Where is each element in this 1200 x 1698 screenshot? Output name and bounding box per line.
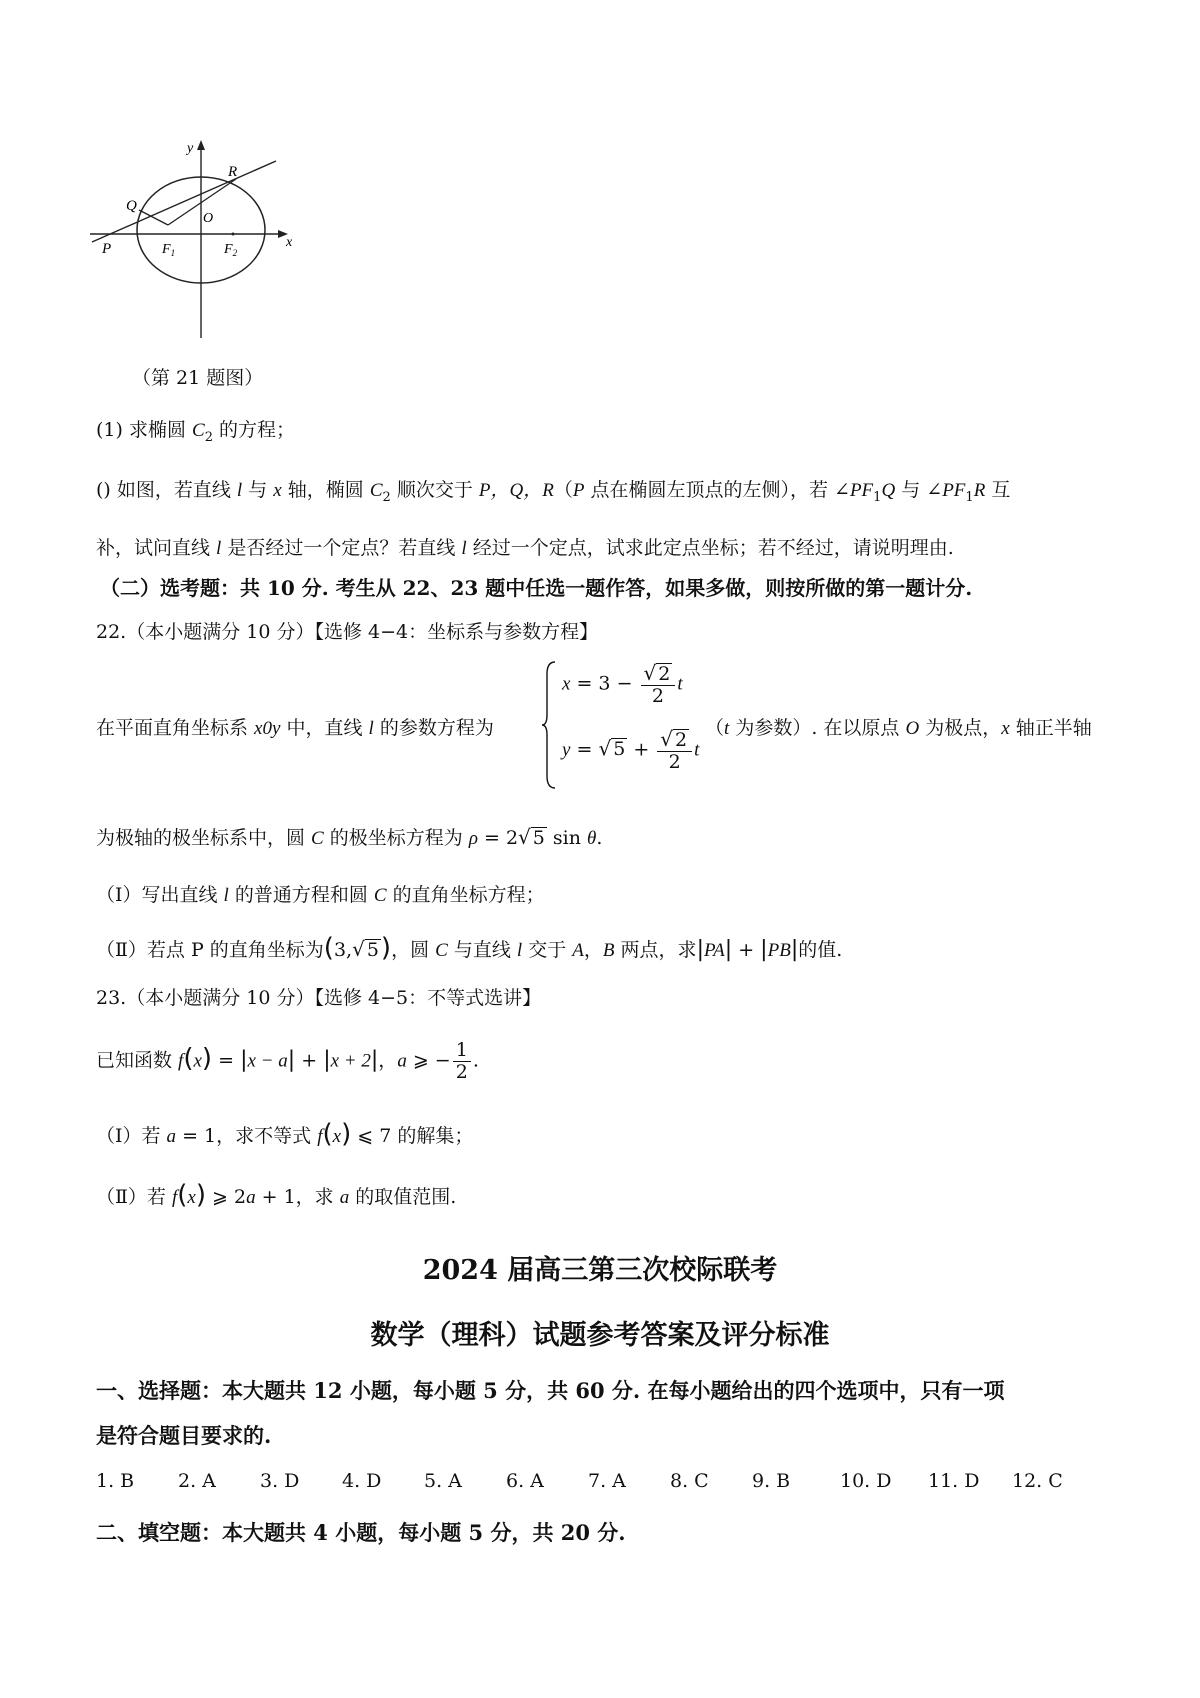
t: x — [562, 673, 571, 695]
t: 是否经过一个定点？若直线 — [221, 537, 462, 559]
answer-item: 1. B — [96, 1470, 135, 1492]
label-r: R — [228, 164, 238, 180]
t: = 3 − — [570, 672, 639, 695]
t: A — [572, 940, 584, 961]
t: l — [216, 538, 222, 559]
label-p: P — [102, 241, 112, 257]
q23-part2: （Ⅱ）若 f(x) ⩾ 2a + 1，求 a 的取值范围. — [96, 1180, 457, 1210]
t: a — [246, 1187, 256, 1208]
t: C — [435, 940, 448, 961]
t: l — [236, 480, 243, 501]
t: 2 — [658, 663, 671, 685]
t: 1 — [453, 1040, 471, 1062]
t: 为极点， — [919, 717, 1002, 739]
answer-item: 8. C — [670, 1470, 709, 1492]
t: 1 — [873, 490, 882, 505]
t: B — [602, 940, 615, 961]
segment-rf1 — [168, 179, 236, 225]
t: ， — [583, 939, 603, 961]
answer-item: 2. A — [178, 1470, 216, 1492]
t: C — [311, 828, 324, 849]
answer-item: 7. A — [588, 1470, 626, 1492]
t: f — [178, 1050, 184, 1072]
choice-heading-line2: 是符合题目要求的. — [96, 1423, 272, 1448]
system-brace — [541, 660, 557, 790]
q22-header: 22.（本小题满分 10 分）【选修 4−4：坐标系与参数方程】 — [96, 621, 599, 643]
t: 的极坐标方程为 — [323, 827, 469, 849]
q23-header: 23.（本小题满分 10 分）【选修 4−5：不等式选讲】 — [96, 987, 542, 1009]
t: 两点，求 — [614, 939, 697, 961]
t: = 1，求不等式 — [176, 1125, 318, 1147]
t: （Ⅰ）若 — [96, 1125, 167, 1147]
answer-item: 11. D — [928, 1470, 980, 1492]
t: x − a — [247, 1050, 288, 1072]
q22-part1 — [96, 880, 545, 907]
answer-item: 5. A — [424, 1470, 462, 1492]
answer-item: 12. C — [1012, 1470, 1063, 1492]
t: 为极轴的极坐标系中，圆 — [96, 827, 312, 849]
t: Q — [881, 480, 896, 501]
fill-heading: 二、填空题：本大题共 4 小题，每小题 5 分，共 20 分. — [96, 1520, 626, 1545]
t: 2 — [455, 1060, 468, 1083]
t: + — [295, 1049, 324, 1072]
t: C — [369, 480, 383, 501]
t: a — [397, 1050, 407, 1072]
t: ∠PF — [926, 480, 966, 501]
frac — [453, 1040, 471, 1083]
q22-eq2: y = √ 5 + $\frac{√ 2}{2}$ t — [562, 727, 700, 773]
t: 的取值范围. — [349, 1186, 457, 1208]
t: y — [562, 739, 571, 761]
q22-eq1 — [562, 662, 683, 707]
answer-row — [96, 1470, 1082, 1492]
t: x — [187, 1187, 196, 1208]
q22-after — [705, 713, 1092, 740]
t: + — [627, 738, 656, 761]
t: 轴正半轴 — [1009, 717, 1092, 739]
t: l — [516, 940, 523, 961]
t: ρ — [468, 828, 478, 849]
label-q: Q — [126, 198, 137, 214]
t: PA — [703, 940, 725, 961]
label-o: O — [203, 211, 214, 226]
q23-part1: （Ⅰ）若 a = 1，求不等式 f(x) ⩽ 7 的解集； — [96, 1119, 474, 1149]
t: 经过一个定点，试求此定点坐标；若不经过，请说明理由. — [466, 537, 954, 559]
t: 已知函数 — [96, 1049, 179, 1072]
frac: $\frac{√ 2}{2}$ — [657, 728, 692, 773]
t: x + 2 — [330, 1050, 371, 1072]
q21-part2-line1 — [96, 475, 1010, 505]
label-f2: $F_2$ — [224, 242, 238, 258]
t: 5 — [532, 827, 545, 849]
t: ，圆 — [391, 939, 436, 961]
t: x — [193, 1050, 202, 1072]
t: 与 — [242, 479, 274, 501]
t: R — [973, 480, 986, 501]
label-f1: $F_1$ — [162, 242, 176, 258]
figure-caption: （第 21 题图） — [132, 367, 264, 389]
t: 的参数方程为 — [373, 717, 494, 739]
t: ∠PF — [834, 480, 874, 501]
t: l — [368, 718, 374, 739]
t: （Ⅱ）若 — [96, 1186, 172, 1208]
t: 中，直线 — [280, 717, 369, 739]
t: 交于 — [522, 939, 573, 961]
t: （ — [705, 717, 725, 739]
t: 与 — [895, 479, 927, 501]
t: + — [732, 939, 761, 961]
ellipse-figure — [90, 138, 330, 338]
section2-heading: （二）选考题：共 10 分. 考生从 22、23 题中任选一题作答，如果多做，则按所做的第一题计分. — [100, 576, 973, 600]
t: 2 — [675, 729, 688, 751]
t: f — [317, 1126, 323, 1147]
t: l — [461, 538, 467, 559]
t: 2 — [668, 750, 681, 773]
t: ⩾ 2 — [206, 1186, 247, 1208]
t: 互 — [985, 479, 1011, 501]
t: 在平面直角坐标系 — [96, 717, 255, 739]
t: . — [596, 827, 603, 849]
t: l — [223, 885, 229, 906]
label-x: x — [286, 235, 293, 250]
q22-part2: （Ⅱ）若点 P 的直角坐标为(3,√ 5)，圆 C 与直线 l 交于 A，B 两点，求|PA| + |PB|的值. — [96, 933, 843, 963]
t: x — [273, 480, 282, 501]
t: 为参数）. 在以原点 — [729, 717, 906, 739]
segment-qf1 — [139, 210, 168, 225]
y-axis-arrow — [197, 140, 205, 150]
choice-heading-line1: 一、选择题：本大题共 12 小题，每小题 5 分，共 60 分. 在每小题给出的四个选项中，只有一项 — [96, 1378, 1005, 1403]
t: = — [570, 738, 599, 761]
t: （Ⅰ）写出直线 — [96, 884, 224, 906]
q21-part1-c: C — [192, 420, 205, 441]
q21-part1 — [96, 415, 295, 445]
t: 的直角坐标方程； — [386, 884, 545, 906]
answer-item: 4. D — [342, 1470, 382, 1492]
t: 轴，椭圆 — [281, 479, 370, 501]
t: ， — [378, 1049, 398, 1072]
t: 的普通方程和圆 — [228, 884, 374, 906]
t: 5 — [366, 939, 379, 961]
t: sin — [546, 827, 588, 849]
t: 点在椭圆左顶点的左侧），若 — [584, 479, 835, 501]
t: θ — [587, 828, 597, 849]
answer-item: 10. D — [840, 1470, 892, 1492]
t: () 如图，若直线 — [96, 479, 237, 501]
t: t — [724, 718, 730, 739]
answer-item: 3. D — [260, 1470, 300, 1492]
t: 2 — [651, 684, 664, 707]
t: x0y — [254, 718, 281, 739]
t: C — [373, 885, 387, 906]
q21-part1-sub: 2 — [204, 430, 213, 445]
q21-part1-end: 的方程； — [212, 419, 296, 441]
focus-f2-tick — [232, 233, 235, 236]
t: 与直线 — [447, 939, 517, 961]
t: t — [694, 739, 700, 761]
t: 2 — [382, 490, 391, 505]
t: 的值. — [798, 939, 843, 961]
t: ⩽ 7 的解集； — [351, 1125, 474, 1147]
t: P，Q，R — [478, 480, 554, 501]
t: x — [332, 1126, 342, 1147]
label-y: y — [187, 141, 194, 156]
t: 1 — [965, 490, 974, 505]
frac: $\frac{√ 2}{2}$ — [641, 662, 676, 707]
t: O — [905, 718, 920, 739]
t: 顺次交于 — [390, 479, 479, 501]
t: P — [572, 480, 585, 501]
t: a — [166, 1126, 177, 1147]
line-l — [92, 161, 276, 242]
t: （Ⅱ）若点 P 的直角坐标为 — [96, 939, 324, 961]
answer-subtitle: 数学（理科）试题参考答案及评分标准 — [370, 1320, 830, 1351]
t: 5 — [613, 738, 626, 761]
t: = — [212, 1049, 241, 1072]
t: = 2 — [477, 827, 519, 849]
t: （ — [553, 479, 573, 501]
q22-intro — [96, 713, 494, 740]
t: ⩾ − — [406, 1049, 451, 1072]
t: x — [1001, 718, 1010, 739]
t: 补，试问直线 — [96, 537, 217, 559]
t: + 1，求 — [255, 1186, 340, 1208]
answer-item: 6. A — [506, 1470, 544, 1492]
q21-part2-line2 — [96, 533, 954, 560]
t: PB — [767, 940, 791, 961]
t: t — [677, 673, 683, 695]
q21-part1-text: (1) 求椭圆 — [96, 419, 192, 441]
t: a — [339, 1187, 350, 1208]
answer-item: 9. B — [752, 1470, 791, 1492]
t: 3, — [333, 939, 353, 961]
answer-title: 2024 届高三第三次校际联考 — [422, 1255, 778, 1286]
q23-def: 已知函数 f(x) = |x − a| + |x + 2|，a ⩾ − $\frac{1}{2}$ . — [96, 1039, 479, 1083]
q22-line2: 为极轴的极坐标系中，圆 C 的极坐标方程为 ρ = 2√ 5 sin θ. — [96, 825, 603, 849]
t: . — [472, 1049, 479, 1072]
t: f — [171, 1187, 178, 1208]
